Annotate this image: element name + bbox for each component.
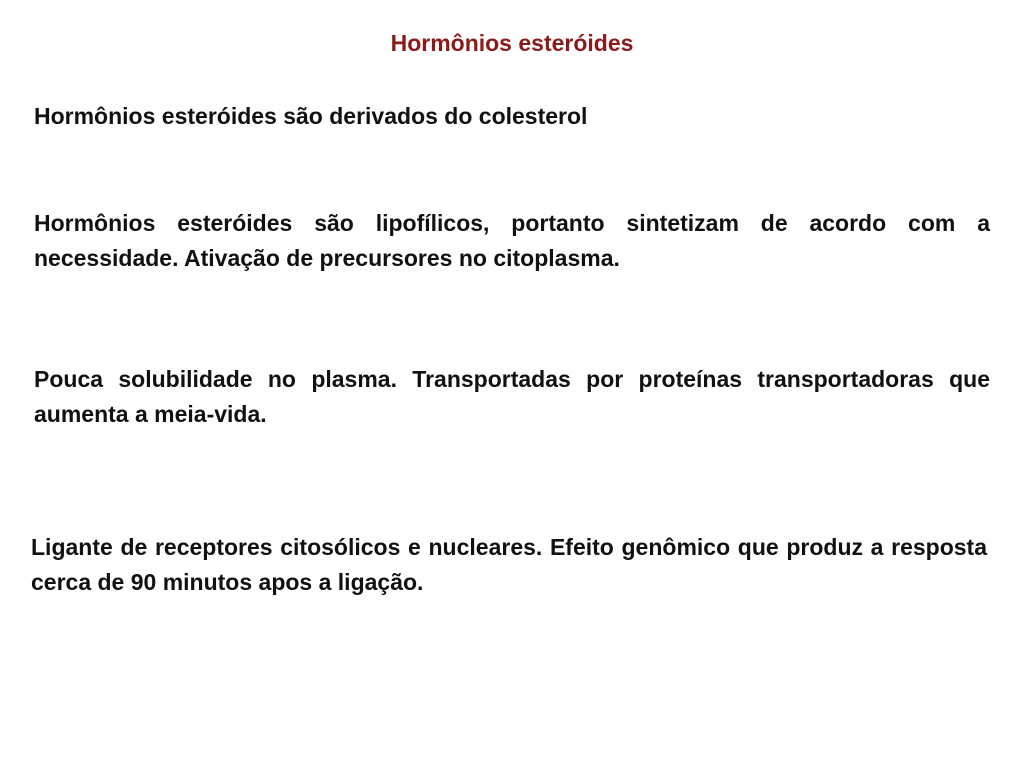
paragraph-receptores: Ligante de receptores citosólicos e nucleares. Efeito genômico que produz a resposta cerca de 90 minutos apos a ligação. <box>31 534 987 595</box>
paragraph-colesterol: Hormônios esteróides são derivados do colesterol <box>34 103 588 129</box>
paragraph-solubilidade: Pouca solubilidade no plasma. Transportadas por proteínas transportadoras que aumenta a meia-vida. <box>34 366 990 427</box>
paragraph-lipofilicos: Hormônios esteróides são lipofílicos, portanto sintetizam de acordo com a necessidade. Ativação de precursores no citoplasma. <box>34 210 990 271</box>
slide-title: Hormônios esteróides <box>390 30 634 56</box>
